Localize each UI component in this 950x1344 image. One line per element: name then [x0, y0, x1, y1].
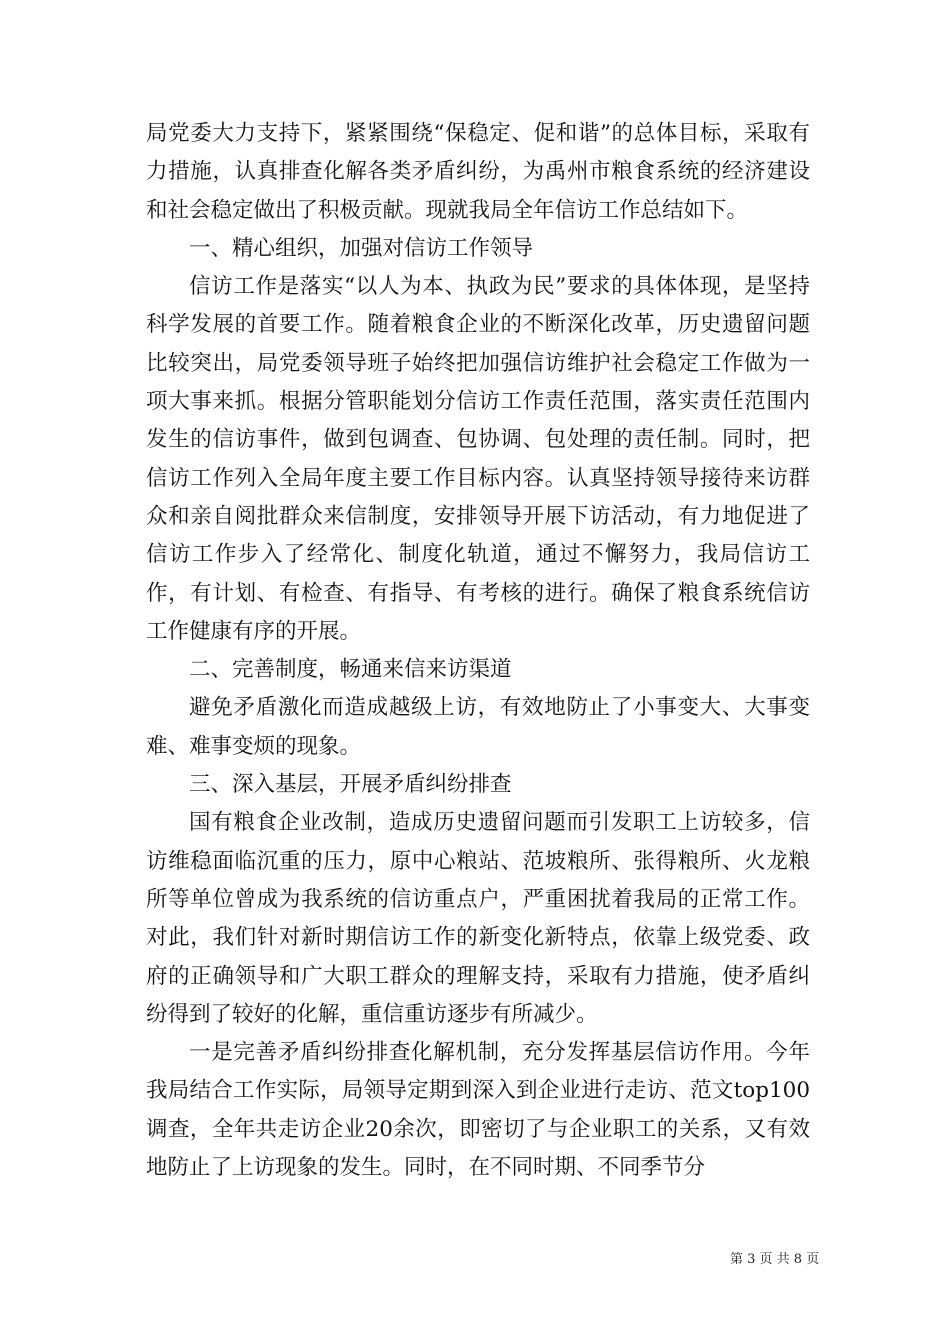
paragraph-section-3: 国有粮食企业改制，造成历史遗留问题而引发职工上访较多，信访维稳面临沉重的压力，原中心粮站、范坡粮所、张得粮所、火龙粮所等单位曾成为我系统的信访重点户，严重困扰着我局的正常工作。对此，我们针对新时期信访工作的新变化新特点，依靠上级党委、政府的正确领导和广大职工群众的理解支持，采取有力措施，使矛盾纠纷得到了较好的化解，重信重访逐步有所减少。	[146, 810, 810, 1027]
paragraph-section-2: 避免矛盾激化而造成越级上访，有效地防止了小事变大、大事变难、难事变烦的现象。	[146, 695, 810, 759]
section-heading-3: 三、深入基层，开展矛盾纠纷排查	[189, 772, 512, 798]
section-heading-2: 二、完善制度，畅通来信来访渠道	[189, 657, 512, 683]
document-body	[146, 115, 810, 1187]
section-heading-1: 一、精心组织，加强对信访工作领导	[189, 235, 534, 261]
paragraph-section-1: 信访工作是落实“以人为本、执政为民”要求的具体体现，是坚持科学发展的首要工作。随着粮食企业的不断深化改革，历史遗留问题比较突出，局党委领导班子始终把加强信访维护社会稳定工作做为一项大事来抓。根据分管职能划分信访工作责任范围，落实责任范围内发生的信访事件，做到包调查、包协调、包处理的责任制。同时，把信访工作列入全局年度主要工作目标内容。认真坚持领导接待来访群众和亲自阅批群众来信制度，安排领导开展下访活动，有力地促进了信访工作步入了经常化、制度化轨道，通过不懈努力，我局信访工作，有计划、有检查、有指导、有考核的进行。确保了粮食系统信访工作健康有序的开展。	[146, 274, 810, 644]
page-number: 第 3 页 共 8 页	[730, 1252, 820, 1267]
paragraph-section-3-point-1: 一是完善矛盾纠纷排查化解机制，充分发挥基层信访作用。今年我局结合工作实际，局领导定期到深入到企业进行走访、范文top100调查，全年共走访企业20余次，即密切了与企业职工的关系，又有效地防止了上访现象的发生。同时，在不同时期、不同季节分	[146, 1040, 810, 1181]
paragraph-intro-continuation: 局党委大力支持下，紧紧围绕“保稳定、促和谐”的总体目标，采取有力措施，认真排查化解各类矛盾纠纷，为禹州市粮食系统的经济建设和社会稳定做出了积极贡献。现就我局全年信访工作总结如下。	[146, 121, 810, 223]
